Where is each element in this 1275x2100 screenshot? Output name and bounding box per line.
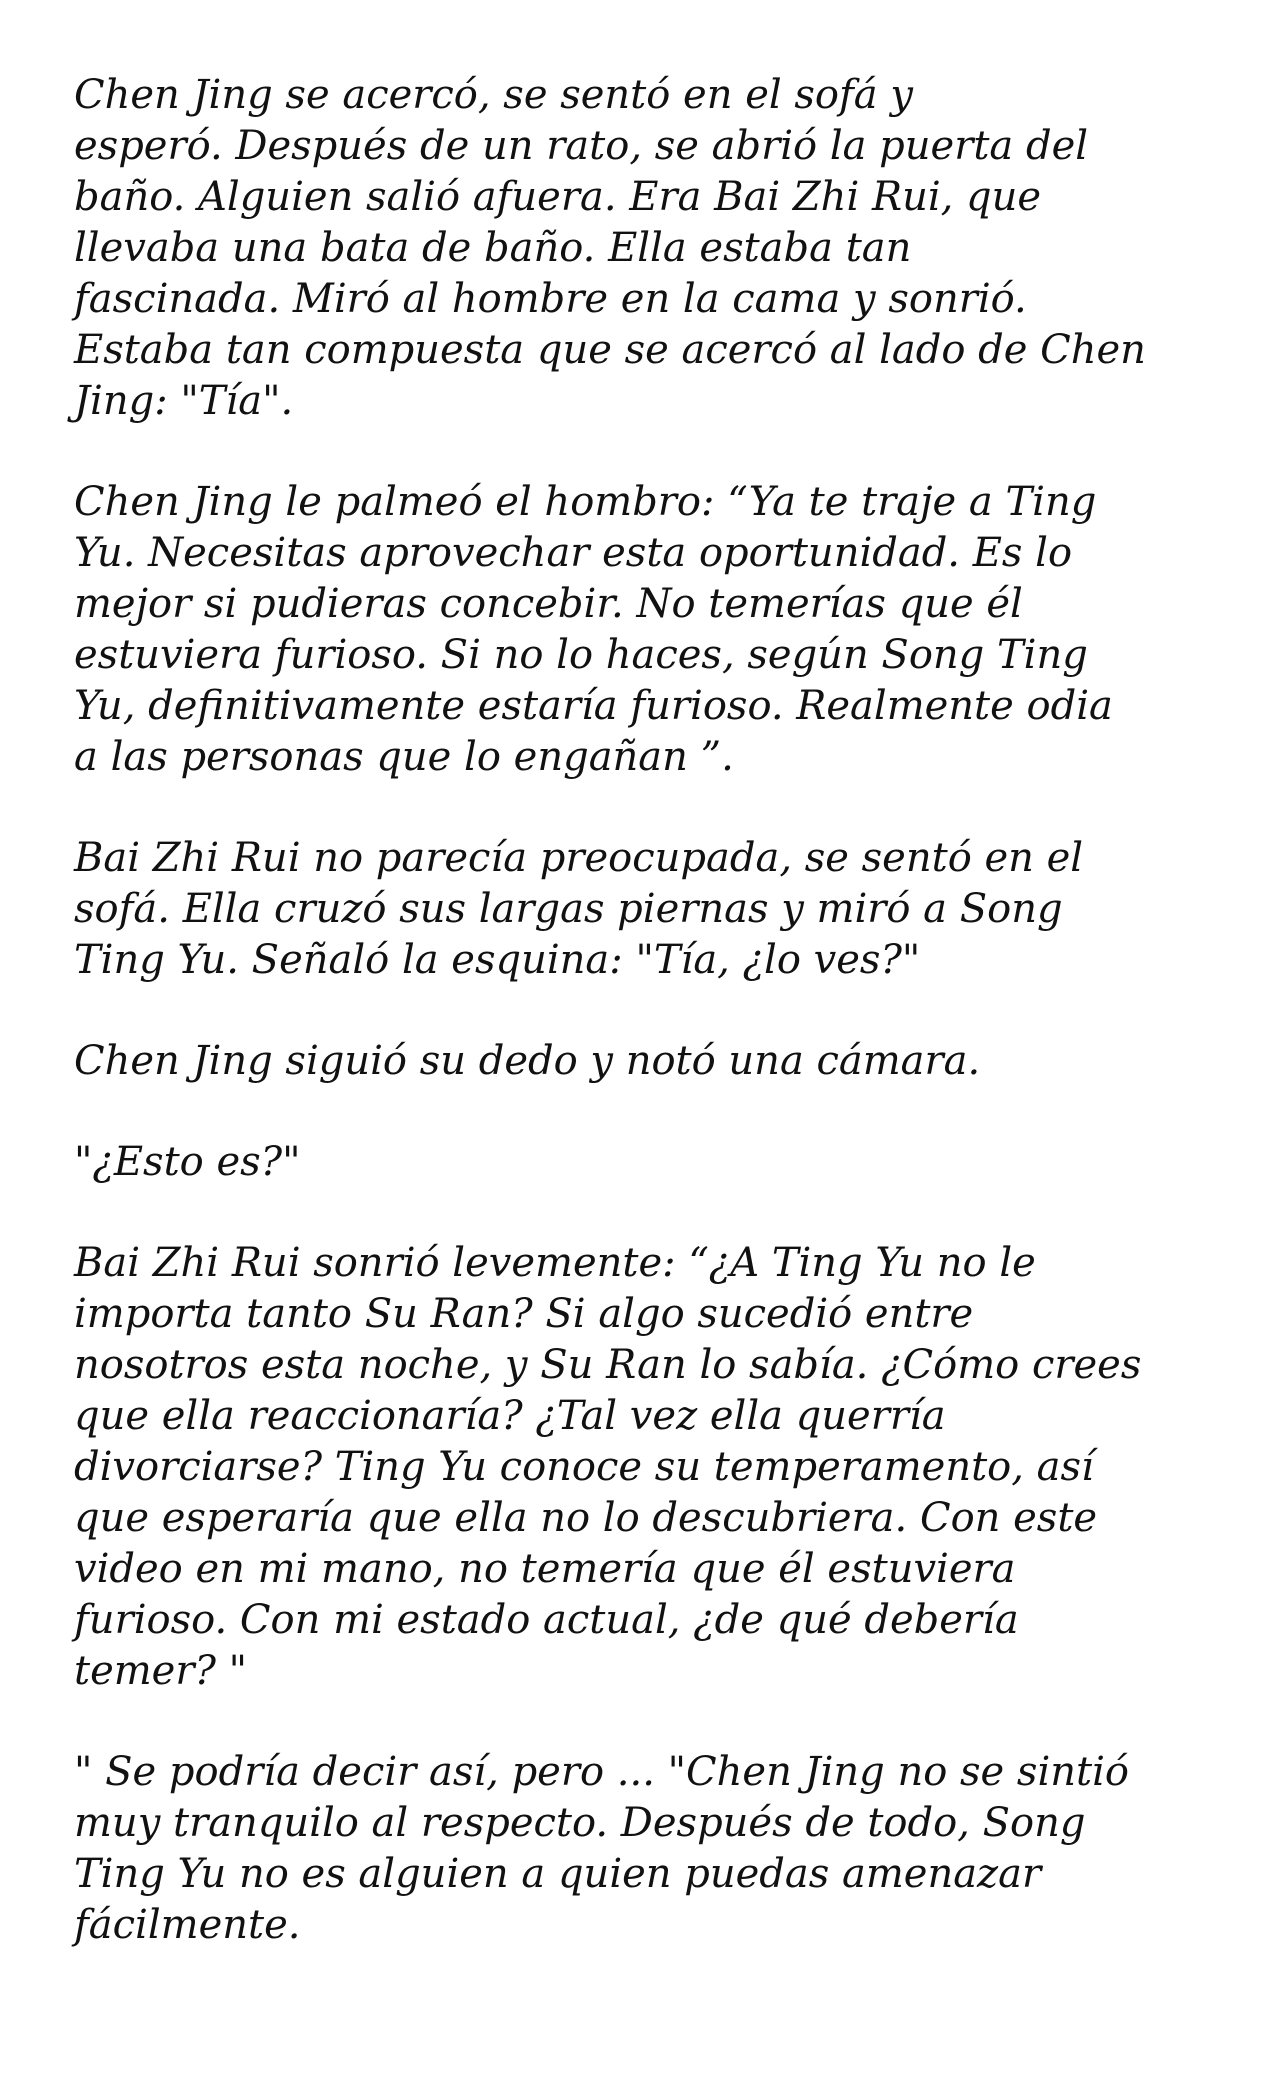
text-line: "¿Esto es?" (74, 1139, 301, 1185)
paragraph-5 (74, 1137, 1224, 1188)
text-line: Chen Jing siguió su dedo y notó una cámara. (74, 1038, 981, 1084)
text-line: sofá. Ella cruzó sus largas piernas y miró a Song (74, 886, 1063, 932)
text-line: que esperaría que ella no lo descubriera. Con este (74, 1495, 1098, 1541)
text-line: Chen Jing le palmeó el hombro: “Ya te traje a Ting (74, 479, 1097, 525)
paragraph-7 (74, 1747, 1224, 1951)
text-line: baño. Alguien salió afuera. Era Bai Zhi Rui, que (74, 174, 1042, 220)
text-line: " Se podría decir así, pero ... "Chen Jing no se sintió (74, 1749, 1129, 1795)
paragraph-3 (74, 833, 1224, 986)
text-line: Jing: "Tía". (74, 378, 294, 424)
text-line: llevaba una bata de baño. Ella estaba tan (74, 225, 912, 271)
text-line: furioso. Con mi estado actual, ¿de qué debería (74, 1597, 1019, 1643)
text-line: fácilmente. (74, 1902, 301, 1948)
text-line: Yu. Necesitas aprovechar esta oportunidad. Es lo (74, 530, 1073, 576)
text-line: mejor si pudieras concebir. No temerías que él (74, 581, 1023, 627)
text-line: Ting Yu no es alguien a quien puedas amenazar (74, 1851, 1042, 1897)
text-line: divorciarse? Ting Yu conoce su temperamento, así (74, 1444, 1094, 1490)
text-line: Bai Zhi Rui sonrió levemente: “¿A Ting Yu no le (74, 1240, 1036, 1286)
paragraph-6 (74, 1238, 1224, 1697)
text-line: Ting Yu. Señaló la esquina: "Tía, ¿lo ves?" (74, 937, 921, 983)
paragraph-2 (74, 477, 1224, 783)
text-line: Estaba tan compuesta que se acercó al lado de Chen (74, 327, 1146, 373)
text-line: fascinada. Miró al hombre en la cama y sonrió. (74, 276, 1027, 322)
text-line: esperó. Después de un rato, se abrió la puerta del (74, 123, 1089, 169)
text-line: nosotros esta noche, y Su Ran lo sabía. ¿Cómo crees (74, 1342, 1142, 1388)
document-page (74, 70, 1224, 2001)
paragraph-1 (74, 70, 1224, 427)
paragraph-4 (74, 1036, 1224, 1087)
text-line: Chen Jing se acercó, se sentó en el sofá y (74, 72, 913, 118)
text-line: que ella reaccionaría? ¿Tal vez ella querría (74, 1393, 946, 1439)
text-line: Yu, definitivamente estaría furioso. Realmente odia (74, 683, 1113, 729)
text-line: video en mi mano, no temería que él estuviera (74, 1546, 1016, 1592)
text-line: importa tanto Su Ran? Si algo sucedió entre (74, 1291, 974, 1337)
text-line: estuviera furioso. Si no lo haces, según Song Ting (74, 632, 1088, 678)
text-line: a las personas que lo engañan ”. (74, 734, 734, 780)
text-line: temer? " (74, 1648, 248, 1694)
text-line: Bai Zhi Rui no parecía preocupada, se sentó en el (74, 835, 1084, 881)
text-line: muy tranquilo al respecto. Después de todo, Song (74, 1800, 1086, 1846)
